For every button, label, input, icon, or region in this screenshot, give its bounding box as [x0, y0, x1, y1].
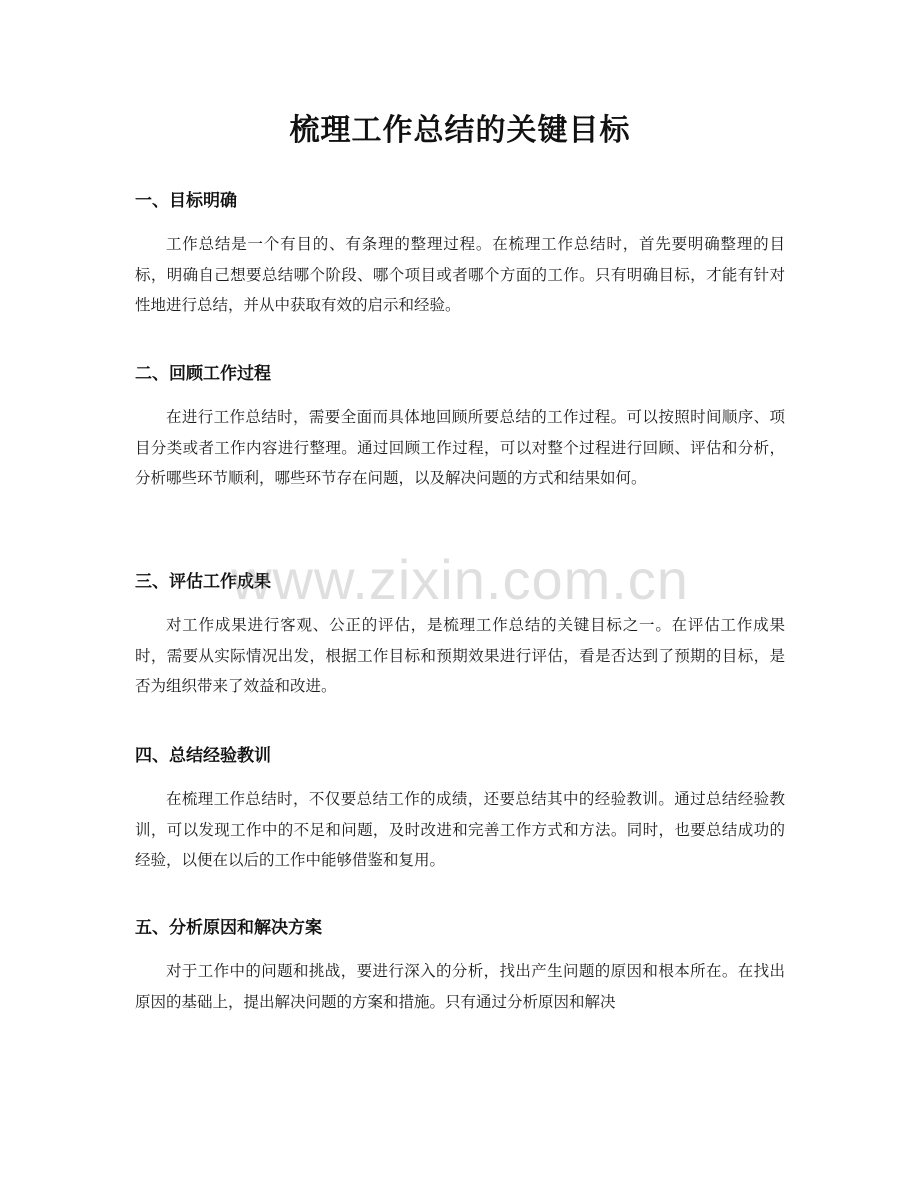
section-paragraph: 在进行工作总结时，需要全面而具体地回顾所要总结的工作过程。可以按照时间顺序、项目分类或者工作内容进行整理。通过回顾工作过程，可以对整个过程进行回顾、评估和分析，分析哪些环节顺利，哪些环节存在问题，以及解决问题的方式和结果如何。: [135, 408, 785, 487]
section-heading: 二、回顾工作过程: [135, 364, 271, 384]
section-heading: 三、评估工作成果: [135, 572, 271, 592]
section-heading: 五、分析原因和解决方案: [135, 918, 322, 938]
section-paragraph: 工作总结是一个有目的、有条理的整理过程。在梳理工作总结时，首先要明确整理的目标，明确自己想要总结哪个阶段、哪个项目或者哪个方面的工作。只有明确目标，才能有针对性地进行总结，并从中获取有效的启示和经验。: [135, 235, 785, 314]
watermark: www.zixin.com.cn: [231, 548, 689, 611]
section-heading: 四、总结经验教训: [135, 746, 271, 766]
section-paragraph: 对工作成果进行客观、公正的评估，是梳理工作总结的关键目标之一。在评估工作成果时，需要从实际情况出发，根据工作目标和预期效果进行评估，看是否达到了预期的目标，是否为组织带来了效益和改进。: [135, 616, 785, 695]
section-cause-analysis: [135, 914, 785, 1017]
section-goal-clarity: [135, 187, 785, 321]
section-paragraph: 在梳理工作总结时，不仅要总结工作的成绩，还要总结其中的经验教训。通过总结经验教训，可以发现工作中的不足和问题，及时改进和完善工作方式和方法。同时，也要总结成功的经验，以便在以后的工作中能够借鉴和复用。: [135, 790, 785, 869]
section-heading: 一、目标明确: [135, 191, 237, 211]
section-review-process: [135, 360, 785, 494]
section-lessons-learned: [135, 742, 785, 876]
section-evaluate-results: [135, 568, 785, 702]
document-title: 梳理工作总结的关键目标: [289, 113, 631, 148]
section-paragraph: 对于工作中的问题和挑战，要进行深入的分析，找出产生问题的原因和根本所在。在找出原因的基础上，提出解决问题的方案和措施。只有通过分析原因和解决: [135, 962, 785, 1011]
